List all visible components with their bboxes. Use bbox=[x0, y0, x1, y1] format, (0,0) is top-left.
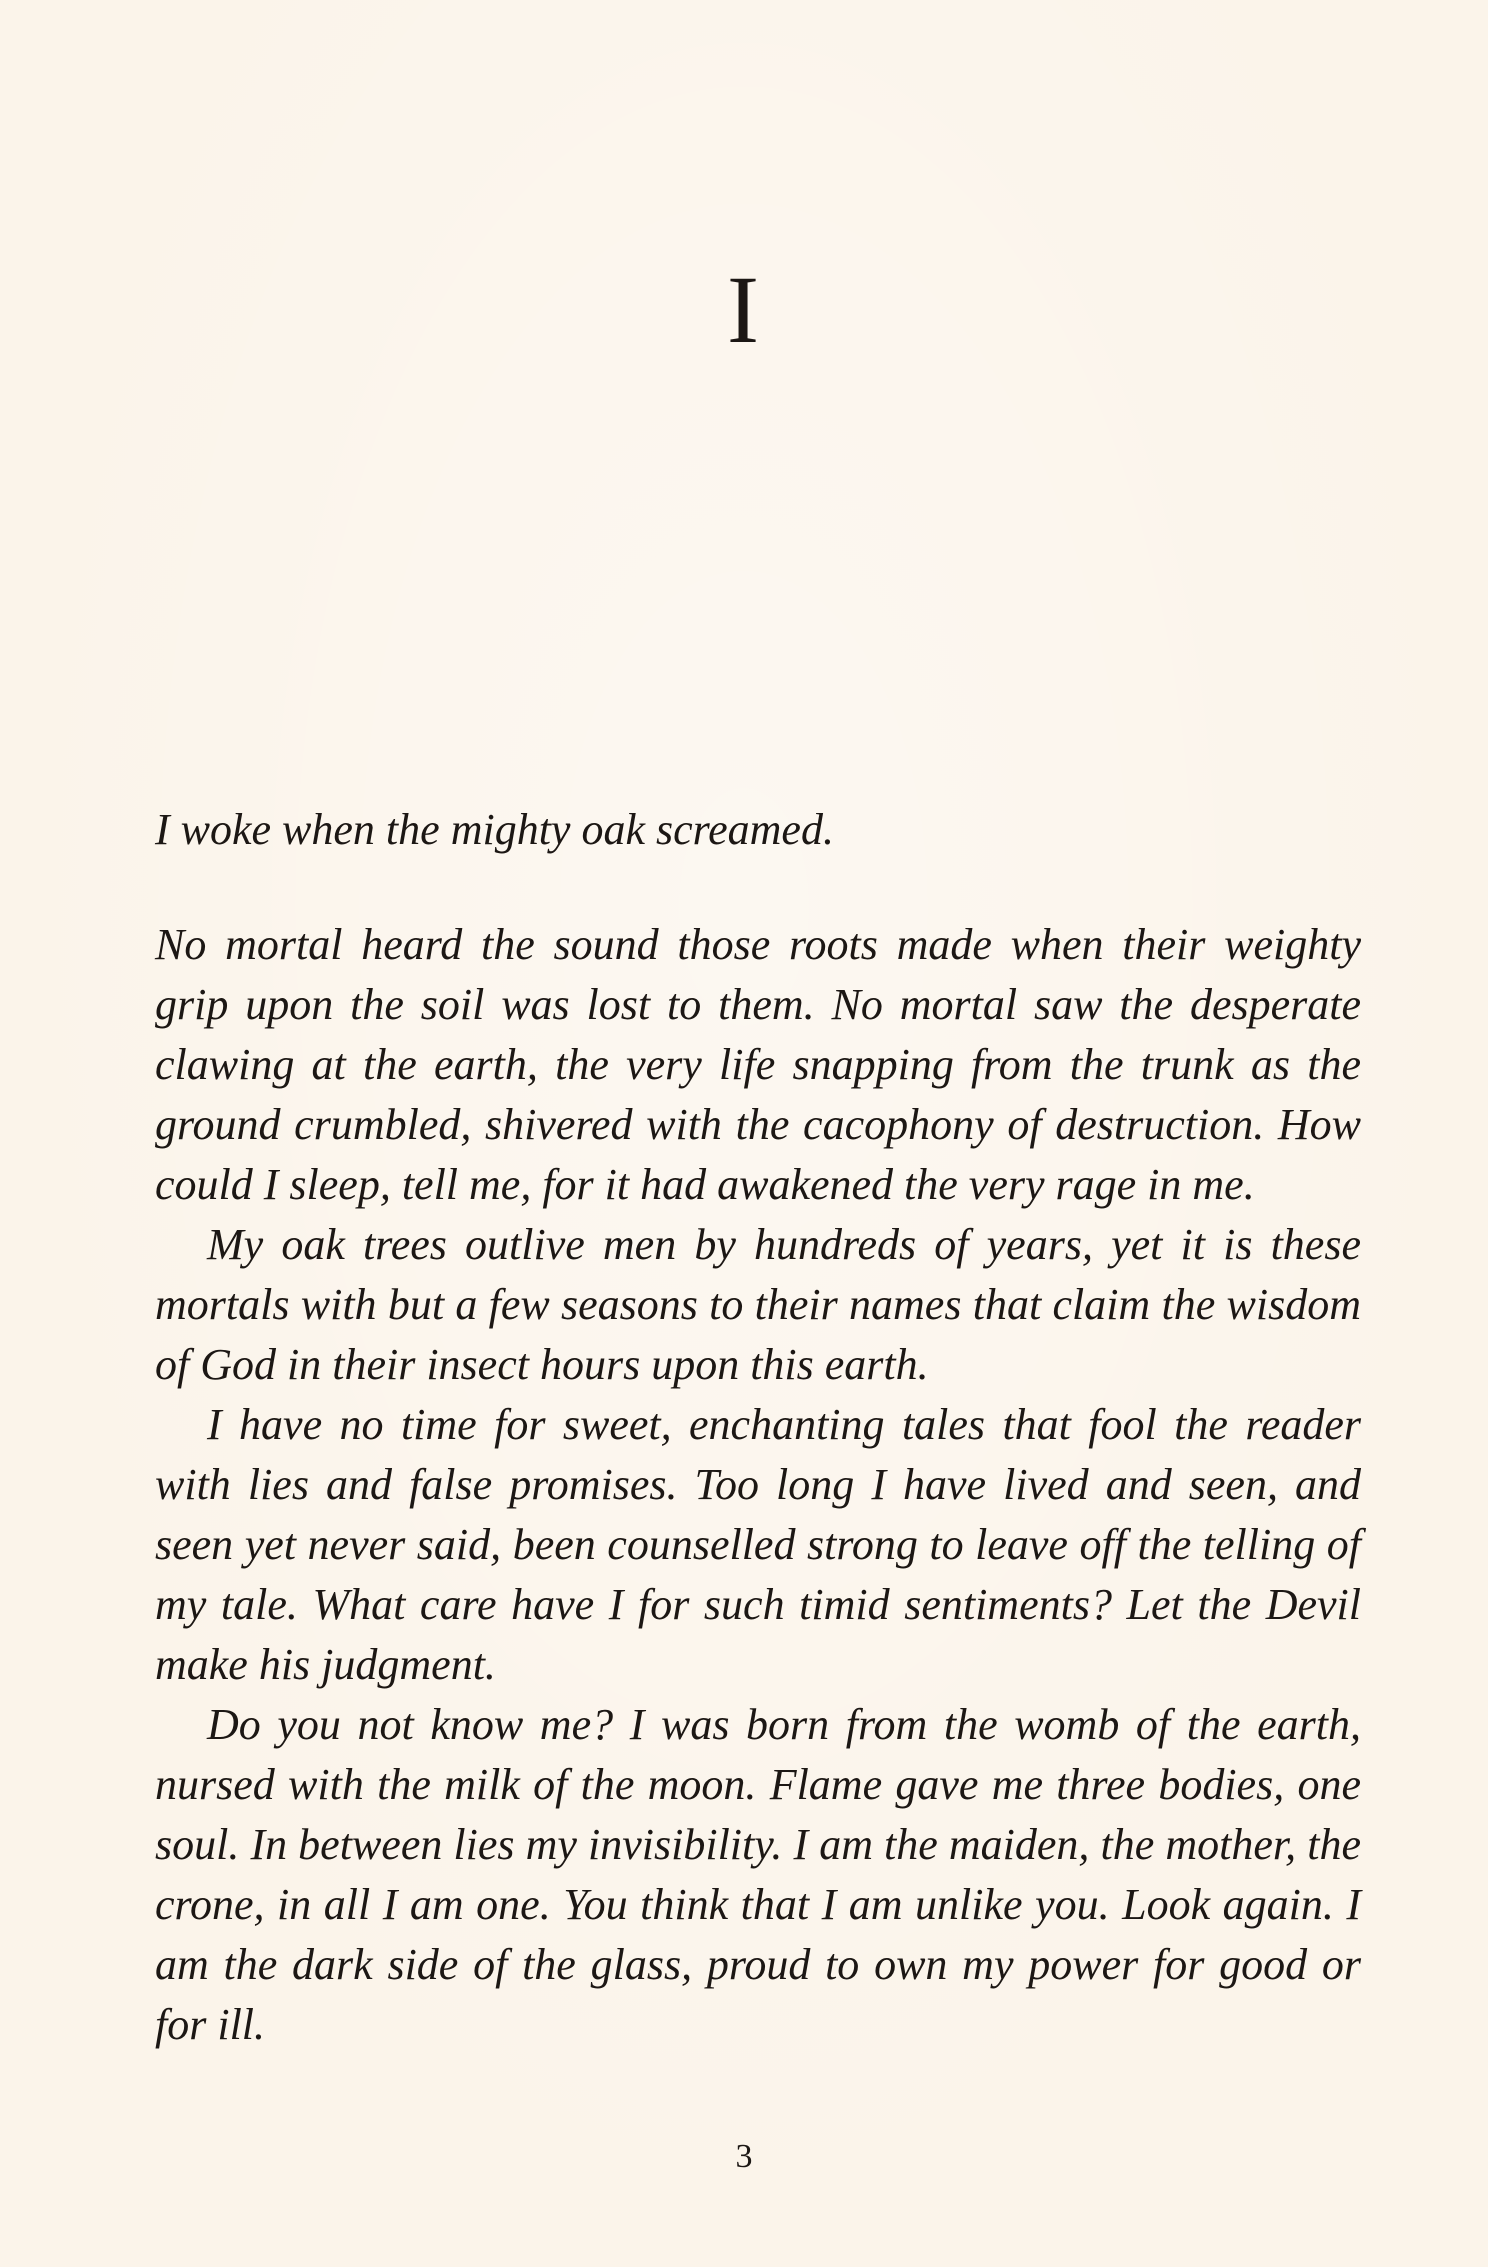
paragraph: Do you not know me? I was born from the womb of the earth, nursed with the milk of the moon. Flame gave me three bodies, one soul. In between lies my invisibility. I am the maiden, the mother, the crone, in all I am one. You think that I am unlike you. Look again. I am the dark side of the glass, proud to own my power for good or for ill. bbox=[155, 1700, 1361, 2049]
chapter-text bbox=[155, 800, 1361, 2055]
opening-line: I woke when the mighty oak screamed. bbox=[155, 805, 834, 854]
paragraph: I have no time for sweet, enchanting tales that fool the reader with lies and false promises. Too long I have lived and seen, and seen yet never said, been counselled strong to leave off the telling of my tale. What care have I for such timid sentiments? Let the Devil make his judgment. bbox=[155, 1400, 1361, 1689]
page-number: 3 bbox=[735, 2138, 753, 2175]
chapter-number: I bbox=[727, 256, 761, 363]
paragraph: No mortal heard the sound those roots made when their weighty grip upon the soil was lost to them. No mortal saw the desperate clawing at the earth, the very life snapping from the trunk as the ground crumbled, shivered with the cacophony of destruction. How could I sleep, tell me, for it had awakened the very rage in me. bbox=[155, 920, 1361, 1209]
paragraph: My oak trees outlive men by hundreds of years, yet it is these mortals with but a few seasons to their names that claim the wisdom of God in their insect hours upon this earth. bbox=[155, 1220, 1361, 1389]
